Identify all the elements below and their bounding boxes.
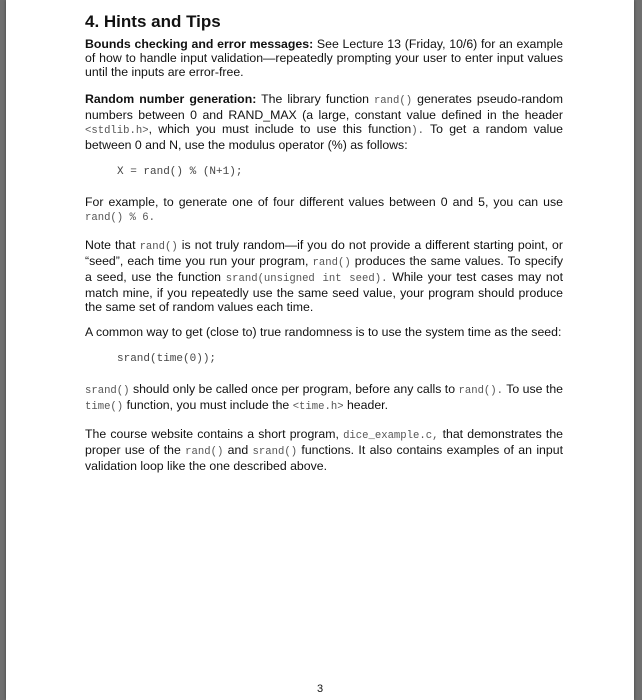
paragraph-text: produces the same values. To specify a seed, use the function [85,254,564,284]
code-example-srand: srand(time(0)); [117,353,217,365]
paragraph-course-website [85,427,563,473]
code-example-modulus: X = rand() % (N+1); [117,166,243,178]
inline-code: rand() [185,446,224,458]
document-page [6,0,634,700]
paragraph-system-time: A common way to get (close to) true randomness is to use the system time as the seed: [85,325,562,339]
paragraph-text: function, you must include the [123,398,293,412]
paragraph-text: See Lecture 13 (Friday, 10/6) for an example of how to handle input validation—repeatedly prompting your user to enter input values until the inputs are error-free. [85,37,563,79]
paragraph-text: For example, to generate one of four different values between 0 and 5, you can use [85,195,563,209]
paragraph-text: generates pseudo-random numbers between 0 and RAND_MAX (a large, constant value defined in the header [85,92,563,122]
inline-code: rand() [373,95,413,107]
inline-code: <stdlib.h> [85,125,149,137]
paragraph-text: that demonstrates the proper use of the [85,427,563,457]
paragraph-text: While your test cases may not match mine, if you repeatedly use the same seed value, your program should produce the same set of random values each time. [85,270,564,314]
paragraph-text: , which you must include to use this function [148,122,412,136]
inline-code: dice_example.c, [343,430,439,442]
paragraph-text: is not truly random—if you do not provide a different starting point, or “seed”, each time you run your program, [85,238,563,268]
paragraph-text: The course website contains a short program, [85,427,344,441]
paragraph-srand-usage [85,382,563,414]
inline-code: <time.h> [292,401,344,413]
paragraph-text: should only be called once per program, before any calls to [129,382,459,396]
paragraph-text: and [223,443,253,457]
paragraph-example [85,195,563,225]
paragraph-text: header. [343,398,388,412]
inline-code: rand(). [458,385,504,397]
paragraph-bounds-checking [85,37,563,79]
section-title: 4. Hints and Tips [85,12,221,31]
inline-code: ). [411,125,424,137]
inline-code: rand() [312,257,351,269]
paragraph-lead: Random number generation: [85,92,257,106]
paragraph-text: functions. It also contains examples of an input validation loop like the one described above. [85,443,563,473]
paragraph-text: Note that [85,238,140,252]
inline-code: rand() % 6. [85,212,155,224]
paragraph-lead: Bounds checking and error messages: [85,37,314,51]
page-content [85,12,563,486]
paragraph-seed [85,238,563,314]
paragraph-random-generation [85,92,563,152]
paragraph-text: The library function [256,92,374,106]
paragraph-text: To get a random value between 0 and N, use the modulus operator (%) as follows: [85,122,564,152]
paragraph-text: To use the [503,382,563,396]
inline-code: srand() [85,385,130,397]
inline-code: srand(unsigned int seed). [225,273,388,285]
inline-code: time() [85,401,124,413]
page-number: 3 [316,683,324,695]
inline-code: srand() [252,446,298,458]
inline-code: rand() [139,241,178,253]
